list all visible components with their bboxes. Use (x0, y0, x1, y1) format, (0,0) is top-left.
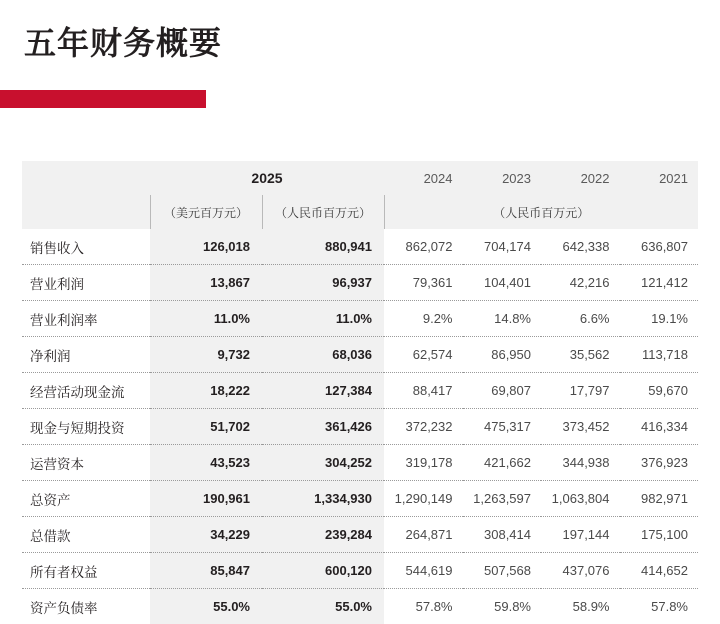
header-unit-rmb: （人民币百万元） (262, 195, 384, 229)
cell-2024: 79,361 (384, 265, 463, 301)
cell-usd-2025: 51,702 (150, 409, 262, 445)
table-row (22, 445, 698, 481)
cell-2023: 1,263,597 (463, 481, 542, 517)
table-row (22, 481, 698, 517)
cell-2023: 308,414 (463, 517, 542, 553)
cell-rmb-2025: 127,384 (262, 373, 384, 409)
cell-usd-2025: 85,847 (150, 553, 262, 589)
cell-2024: 88,417 (384, 373, 463, 409)
table-row (22, 409, 698, 445)
cell-usd-2025: 126,018 (150, 229, 262, 265)
cell-2023: 421,662 (463, 445, 542, 481)
five-year-financial-table-wrapper (22, 161, 698, 624)
cell-2021: 121,412 (620, 265, 699, 301)
cell-2023: 104,401 (463, 265, 542, 301)
cell-2023: 69,807 (463, 373, 542, 409)
row-label: 现金与短期投资 (22, 409, 150, 445)
cell-2024: 264,871 (384, 517, 463, 553)
header-year-2023: 2023 (463, 161, 542, 195)
cell-2022: 6.6% (541, 301, 620, 337)
header-unit-corner-cell (22, 195, 150, 229)
row-label: 总资产 (22, 481, 150, 517)
cell-2022: 42,216 (541, 265, 620, 301)
table-row (22, 229, 698, 265)
cell-usd-2025: 190,961 (150, 481, 262, 517)
cell-usd-2025: 11.0% (150, 301, 262, 337)
cell-2024: 372,232 (384, 409, 463, 445)
cell-2022: 35,562 (541, 337, 620, 373)
table-row (22, 517, 698, 553)
cell-rmb-2025: 600,120 (262, 553, 384, 589)
table-body (22, 229, 698, 624)
cell-2023: 14.8% (463, 301, 542, 337)
cell-rmb-2025: 55.0% (262, 589, 384, 624)
cell-2021: 376,923 (620, 445, 699, 481)
table-row (22, 373, 698, 409)
cell-2024: 57.8% (384, 589, 463, 624)
cell-rmb-2025: 304,252 (262, 445, 384, 481)
cell-2024: 319,178 (384, 445, 463, 481)
cell-2021: 982,971 (620, 481, 699, 517)
table-header (22, 161, 698, 229)
cell-2024: 544,619 (384, 553, 463, 589)
cell-2021: 636,807 (620, 229, 699, 265)
row-label: 净利润 (22, 337, 150, 373)
cell-2021: 414,652 (620, 553, 699, 589)
table-row (22, 589, 698, 624)
header-year-2022: 2022 (541, 161, 620, 195)
cell-2022: 17,797 (541, 373, 620, 409)
cell-usd-2025: 55.0% (150, 589, 262, 624)
cell-usd-2025: 43,523 (150, 445, 262, 481)
cell-rmb-2025: 68,036 (262, 337, 384, 373)
cell-2022: 58.9% (541, 589, 620, 624)
cell-2023: 704,174 (463, 229, 542, 265)
cell-2023: 86,950 (463, 337, 542, 373)
header-unit-rmb-years: （人民币百万元） (384, 195, 698, 229)
cell-2022: 197,144 (541, 517, 620, 553)
cell-2022: 344,938 (541, 445, 620, 481)
cell-2024: 862,072 (384, 229, 463, 265)
row-label: 营业利润 (22, 265, 150, 301)
cell-2024: 62,574 (384, 337, 463, 373)
cell-usd-2025: 13,867 (150, 265, 262, 301)
cell-2022: 373,452 (541, 409, 620, 445)
table-row (22, 301, 698, 337)
cell-2023: 59.8% (463, 589, 542, 624)
cell-usd-2025: 9,732 (150, 337, 262, 373)
row-label: 资产负债率 (22, 589, 150, 624)
cell-rmb-2025: 96,937 (262, 265, 384, 301)
row-label: 经营活动现金流 (22, 373, 150, 409)
cell-2024: 9.2% (384, 301, 463, 337)
header-row-units (22, 195, 698, 229)
cell-rmb-2025: 880,941 (262, 229, 384, 265)
page-title: 五年财务概要 (24, 18, 222, 64)
cell-rmb-2025: 11.0% (262, 301, 384, 337)
header-corner-cell (22, 161, 150, 195)
row-label: 销售收入 (22, 229, 150, 265)
five-year-financial-table (22, 161, 698, 624)
cell-usd-2025: 34,229 (150, 517, 262, 553)
cell-2021: 57.8% (620, 589, 699, 624)
cell-2023: 475,317 (463, 409, 542, 445)
row-label: 总借款 (22, 517, 150, 553)
cell-rmb-2025: 1,334,930 (262, 481, 384, 517)
table-row (22, 337, 698, 373)
row-label: 所有者权益 (22, 553, 150, 589)
cell-2022: 437,076 (541, 553, 620, 589)
cell-2024: 1,290,149 (384, 481, 463, 517)
cell-2022: 1,063,804 (541, 481, 620, 517)
row-label: 运营资本 (22, 445, 150, 481)
table-row (22, 553, 698, 589)
cell-2021: 416,334 (620, 409, 699, 445)
row-label: 营业利润率 (22, 301, 150, 337)
cell-rmb-2025: 361,426 (262, 409, 384, 445)
accent-bar (0, 90, 206, 108)
cell-2021: 59,670 (620, 373, 699, 409)
header-year-2024: 2024 (384, 161, 463, 195)
cell-2023: 507,568 (463, 553, 542, 589)
cell-2021: 175,100 (620, 517, 699, 553)
cell-usd-2025: 18,222 (150, 373, 262, 409)
cell-rmb-2025: 239,284 (262, 517, 384, 553)
cell-2021: 113,718 (620, 337, 699, 373)
header-year-2025: 2025 (150, 161, 384, 195)
cell-2022: 642,338 (541, 229, 620, 265)
header-year-2021: 2021 (620, 161, 699, 195)
table-row (22, 265, 698, 301)
header-unit-usd: （美元百万元） (150, 195, 262, 229)
cell-2021: 19.1% (620, 301, 699, 337)
header-row-years (22, 161, 698, 195)
